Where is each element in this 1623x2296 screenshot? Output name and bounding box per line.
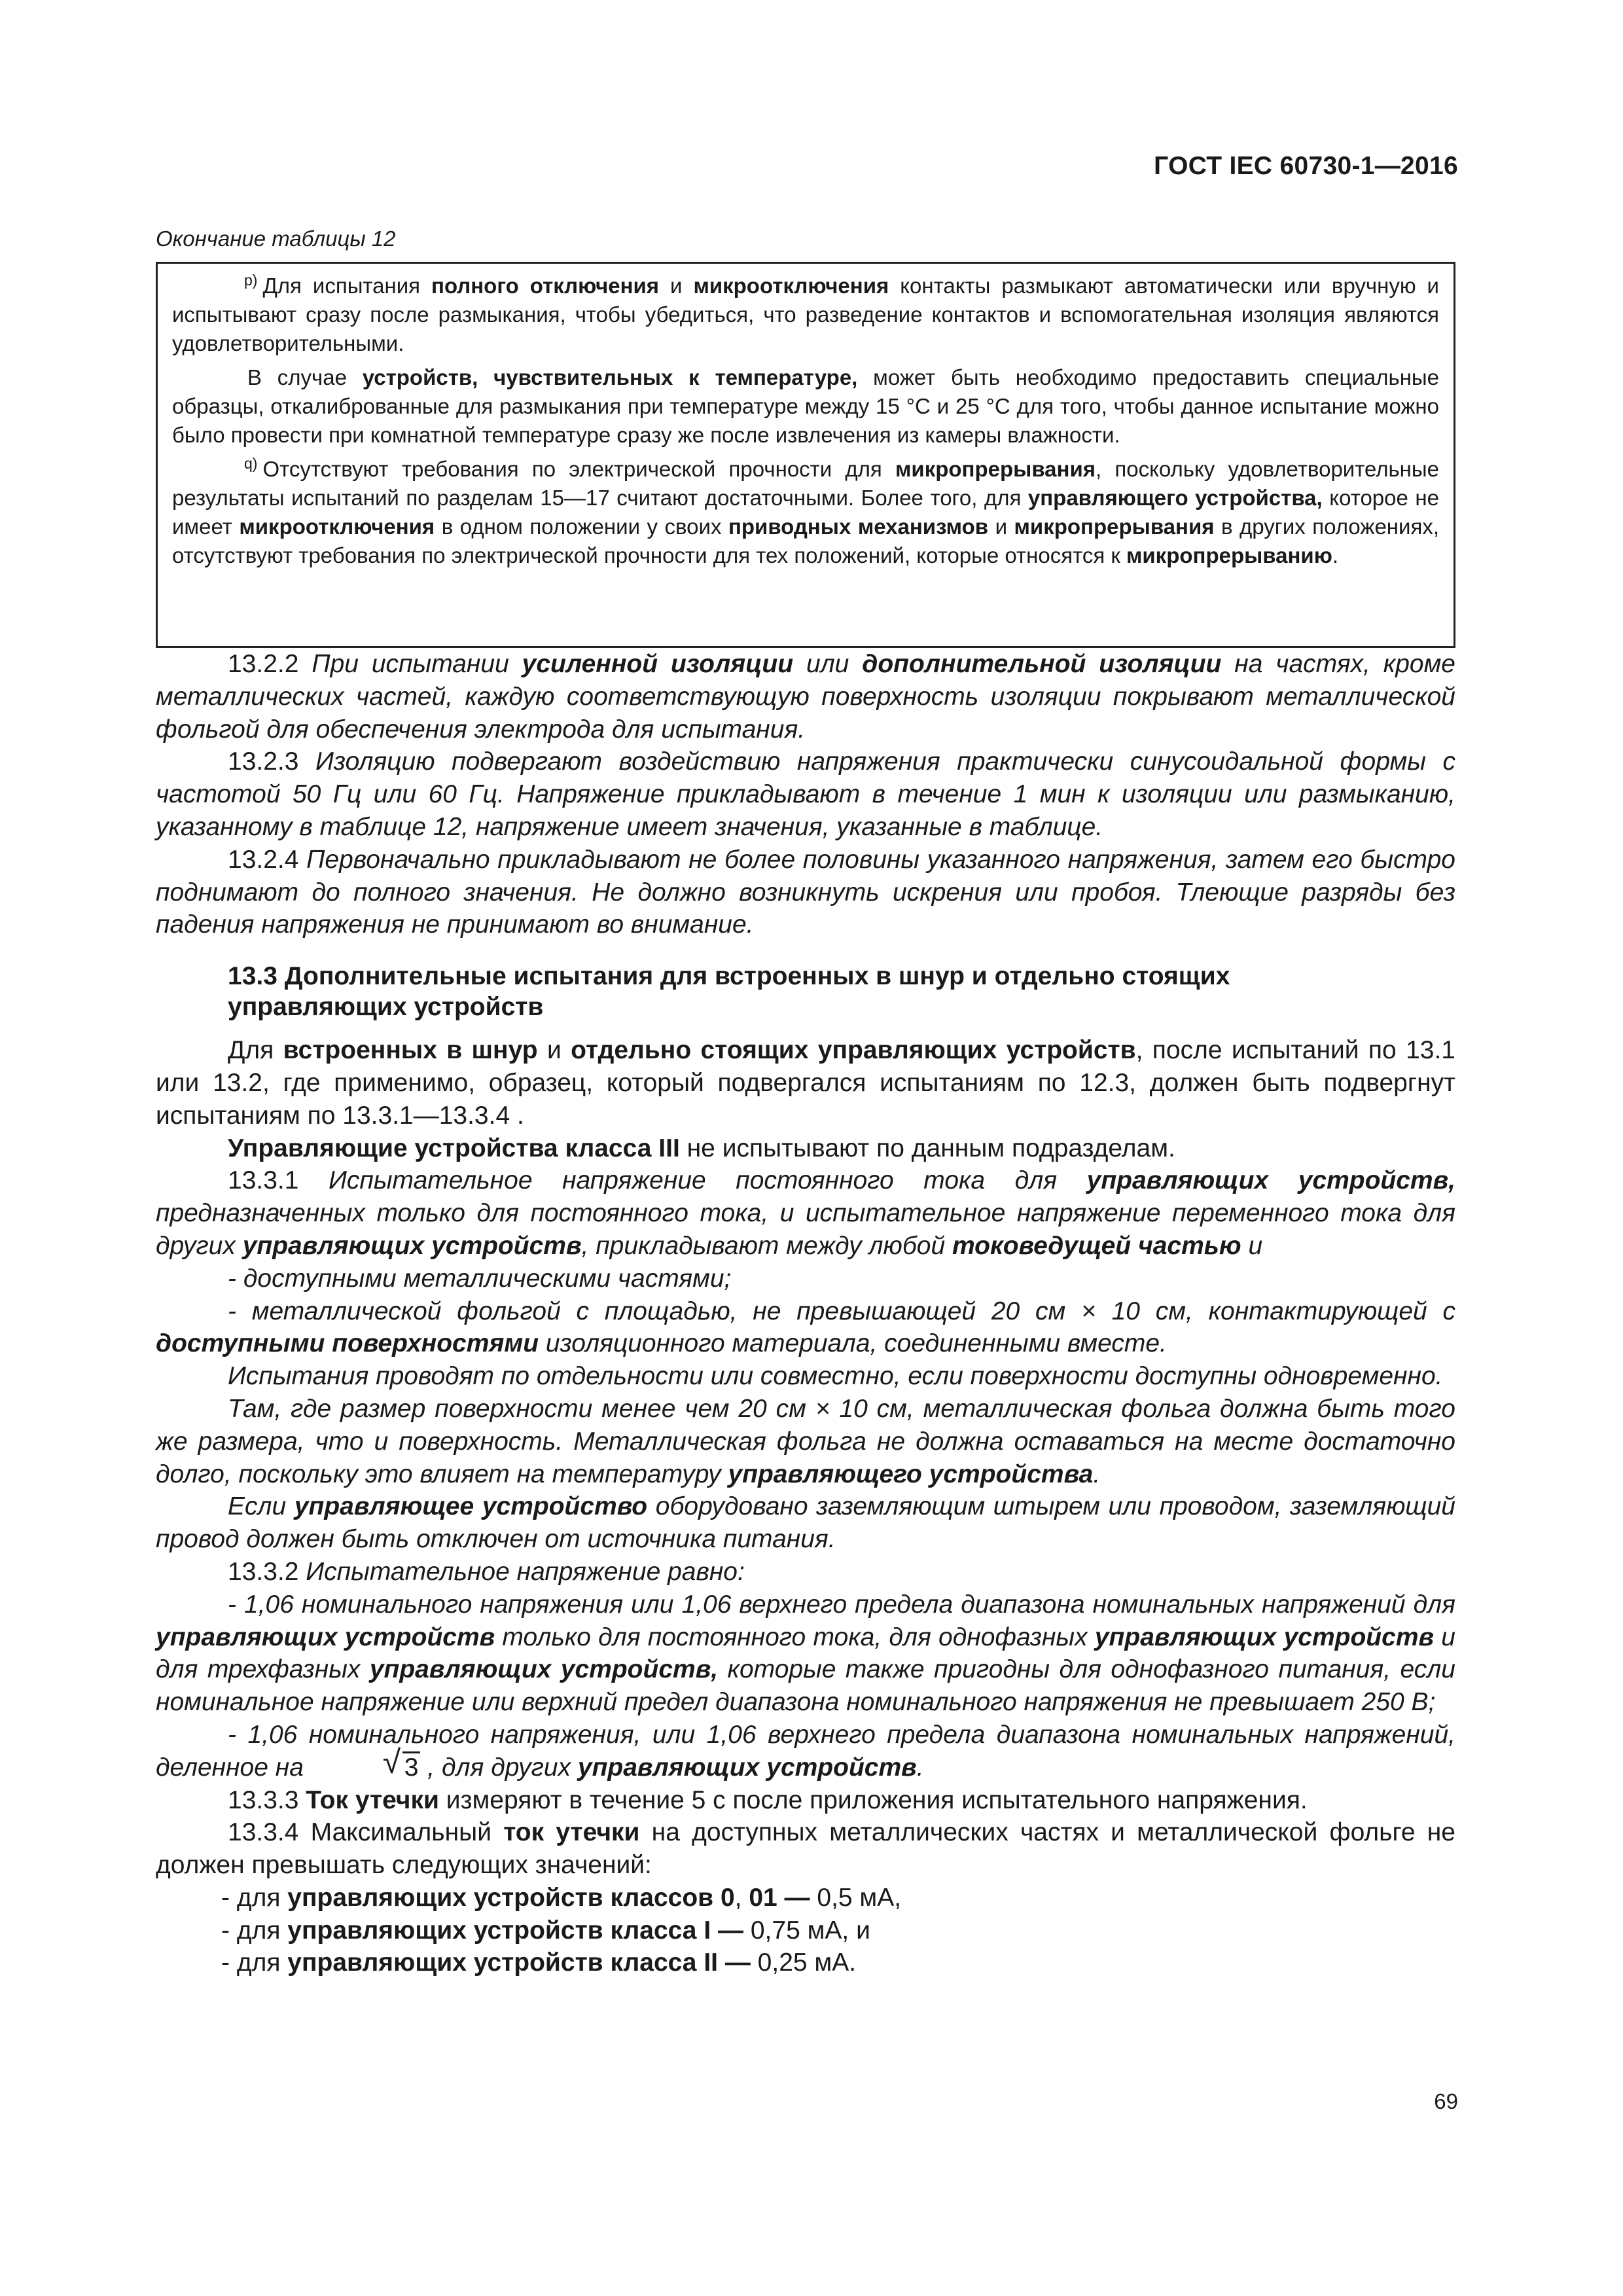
- footnote-marker-q: q): [244, 455, 258, 472]
- clause-13-2-3: 13.2.3 Изоляцию подвергают воздействию напряжения практически синусоидальной формы с частотой 50 Гц или 60 Гц. Напряжение прикладывают в течение 1 мин к изоляции или размыканию, указанному в таблице 12, напряжение имеет значения, указанные в таблице.: [156, 747, 1455, 841]
- page-number: 69: [1434, 2089, 1458, 2113]
- clause-13-3-3: 13.3.3 Ток утечки измеряют в течение 5 с после приложения испытательного напряжения.: [228, 1785, 1308, 1814]
- note-q: $^{q)}$ Отсутствуют требования по электрической прочности для микропрерывания, поскольку удовлетворительные результаты испытаний по разделам 15—17 считают достаточными. Более того, для управляющего устройства, которое не имеет микроотключения в одном положении у своих приводных механизмов и микропрерывания в других положениях, отсутствуют требования по электрической прочности для тех положений, которые относятся к микропрерыванию.: [172, 455, 1439, 567]
- leakage-limit-class-i: - для управляющих устройств класса I — 0,75 мА, и: [221, 1916, 870, 1945]
- clause-13-2-4: 13.2.4 Первоначально прикладывают не более половины указанного напряжения, затем его быстро поднимают до полного значения. Не должно возникнуть искрения или пробоя. Тлеющие разряды без падения напряжения не принимают во внимание.: [156, 845, 1455, 939]
- document-header: ГОСТ IEC 60730-1—2016: [1154, 152, 1458, 180]
- list-item-accessible-metal: - доступными металлическими частями;: [228, 1264, 732, 1293]
- section-heading-13-3: 13.3 Дополнительные испытания для встроенных в шнур и отдельно стоящих управляющих устройств: [228, 962, 1230, 1022]
- document-body: [156, 648, 1455, 1979]
- paragraph-surface-size: Там, где размер поверхности менее чем 20 см × 10 см, металлическая фольга должна быть того же размера, что и поверхность. Металлическая фольга не должна оставаться на месте достаточно долго, поскольку это влияет на температуру управляющего устройства.: [156, 1394, 1455, 1488]
- table-notes-box: [156, 262, 1455, 648]
- list-item-metal-foil: - металлической фольгой с площадью, не превышающей 20 см × 10 см, контактирующей с доступными поверхностями изоляционного материала, соединенными вместе.: [156, 1297, 1455, 1358]
- table-continuation-caption: Окончание таблицы 12: [156, 226, 396, 251]
- clause-13-3-2: 13.3.2 Испытательное напряжение равно:: [228, 1557, 745, 1586]
- leakage-limit-class-ii: - для управляющих устройств класса II — 0,25 мА.: [221, 1948, 857, 1977]
- clause-13-3-intro: Для встроенных в шнур и отдельно стоящих управляющих устройств, после испытаний по 13.1 или 13.2, где применимо, образец, который подвергался испытаниям по 12.3, должен быть подвергнут испытаниям по 13.3.1—13.3.4 .: [156, 1036, 1455, 1130]
- square-root-symbol: √ 3: [311, 1751, 421, 1784]
- clause-13-3-1: 13.3.1 Испытательное напряжение постоянного тока для управляющих устройств, предназначенных только для постоянного тока, и испытательное напряжение переменного тока для других управляющих устройств, прикладывают между любой токоведущей частью и: [156, 1166, 1455, 1260]
- list-item-dc-single-phase: - 1,06 номинального напряжения или 1,06 верхнего предела диапазона номинальных напряжений для управляющих устройств только для постоянного тока, для однофазных управляющих устройств и для трехфазных управляющих устройств, которые также пригодны для однофазного питания, если номинальное напряжение или верхний предел диапазона номинального напряжения не превышает 250 В;: [156, 1590, 1455, 1717]
- leakage-limit-class-0-01: - для управляющих устройств классов 0, 01 — 0,5 мА,: [221, 1883, 902, 1912]
- footnote-marker-p: p): [244, 272, 258, 289]
- clause-13-3-4: 13.3.4 Максимальный ток утечки на доступных металлических частях и металлической фольге не должен превышать следующих значений:: [156, 1818, 1455, 1880]
- note-p: $^{p)}$ Для испытания полного отключения и микроотключения контакты размыкают автоматически или вручную и испытывают сразу после размыкания, чтобы убедиться, что разведение контактов и вспомогательная изоляция являются удовлетворительными.: [172, 272, 1439, 355]
- note-p-continued: В случае устройств, чувствительных к температуре, может быть необходимо предоставить специальные образцы, откалиброванные для размыкания при температуре между 15 °С и 25 °С для того, чтобы данное испытание можно было провести при комнатной температуре сразу же после извлечения из камеры влажности.: [172, 365, 1439, 447]
- paragraph-grounding: Если управляющее устройство оборудовано заземляющим штырем или проводом, заземляющий провод должен быть отключен от источника питания.: [156, 1492, 1455, 1554]
- clause-13-2-2: 13.2.2 При испытании усиленной изоляции или дополнительной изоляции на частях, кроме металлических частей, каждую соответствующую поверхность изоляции покрывают металлической фольгой для обеспечения электрода для испытания.: [156, 650, 1455, 744]
- clause-13-3-class-iii: Управляющие устройства класса III не испытывают по данным подразделам.: [228, 1134, 1175, 1162]
- list-item-other-controls: - 1,06 номинального напряжения, или 1,06 верхнего предела диапазона номинальных напряжений, деленное на √ 3 , для других управляющих устройств.: [156, 1719, 1455, 1784]
- paragraph-separate-tests: Испытания проводят по отдельности или совместно, если поверхности доступны одновременно.: [228, 1362, 1443, 1391]
